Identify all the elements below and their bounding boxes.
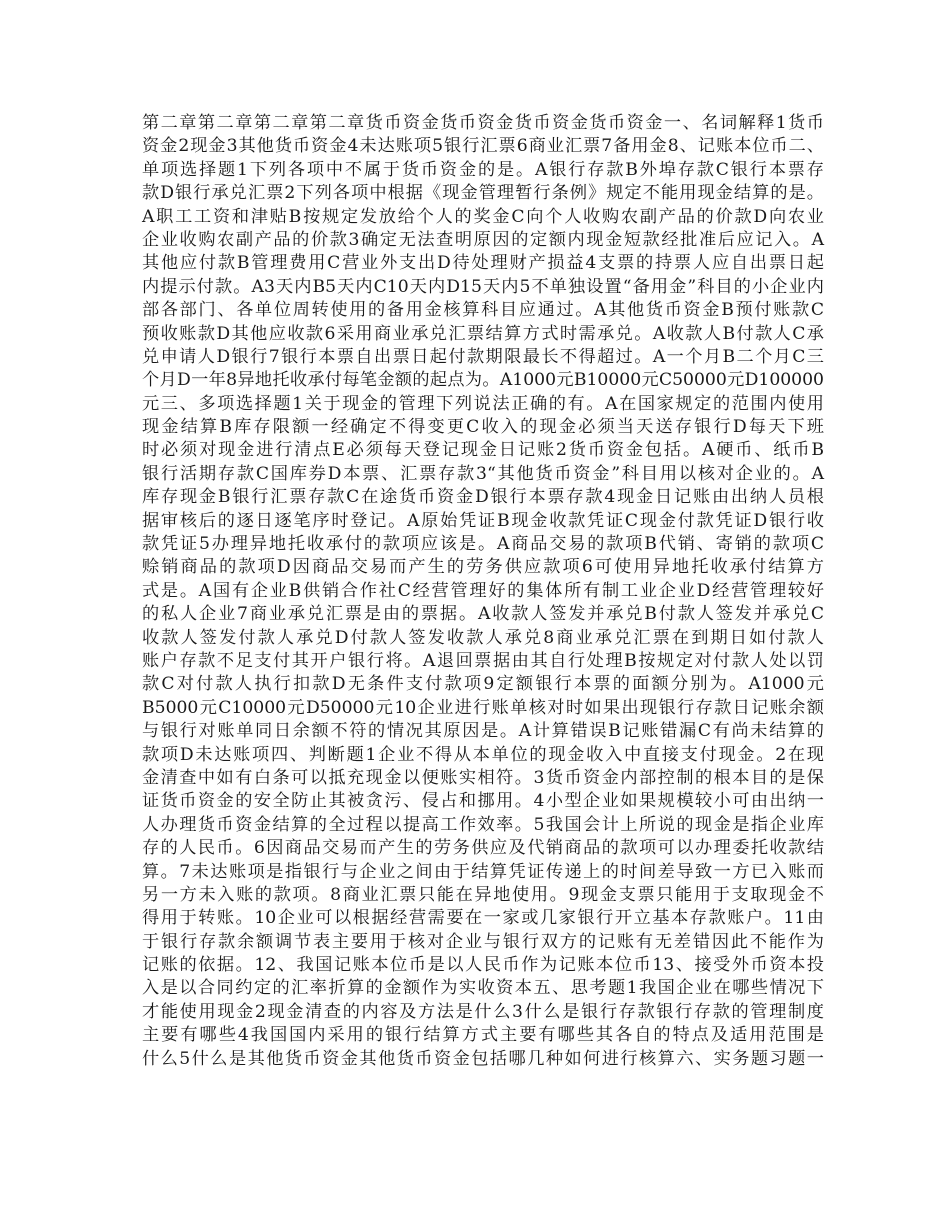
text-line: 另一方未入账的款项。8商业汇票只能在异地使用。9现金支票只能用于支取现金不 [142,884,824,905]
text-line: 才能使用现金2现金清查的内容及方法是什么3什么是银行存款银行存款的管理制度 [142,1001,824,1022]
text-line: 于银行存款余额调节表主要用于核对企业与银行双方的记账有无差错因此不能作为 [142,931,824,952]
text-line: 账户存款不足支付其开户银行将。A退回票据由其自行处理B按规定对付款人处以罚 [142,650,824,671]
text-line: 银行活期存款C国库券D本票、汇票存款3“其他货币资金”科目用以核对企业的。A [142,463,824,484]
text-line: 据审核后的逐日逐笔序时登记。A原始凭证B现金收款凭证C现金付款凭证D银行收 [142,510,824,531]
text-line: 式是。A国有企业B供销合作社C经营管理好的集体所有制工业企业D经营管理较好 [142,580,824,601]
text-line: 现金结算B库存限额一经确定不得变更C收入的现金必须当天送存银行D每天下班 [142,417,824,438]
text-line: 收款人签发付款人承兑D付款人签发收款人承兑8商业承兑汇票在到期日如付款人 [142,627,824,648]
text-line: 得用于转账。10企业可以根据经营需要在一家或几家银行开立基本存款账户。11由 [142,908,824,929]
text-line: 个月D一年8异地托收承付每笔金额的起点为。A1000元B10000元C50000元D100000 [142,370,824,391]
text-line: A职工工资和津贴B按规定发放给个人的奖金C向个人收购农副产品的价款D向农业 [142,206,824,227]
text-line: 兑申请人D银行7银行本票自出票日起付款期限最长不得超过。A一个月B二个月C三 [142,346,824,367]
text-line: B5000元C10000元D50000元10企业进行账单核对时如果出现银行存款日记账余额 [142,697,824,718]
text-line: 内提示付款。A3天内B5天内C10天内D15天内5不单独设置“备用金”科目的小企业内 [142,276,824,297]
text-line: 赊销商品的款项D因商品交易而产生的劳务供应款项6可使用异地托收承付结算方 [142,557,824,578]
text-line: 记账的依据。12、我国记账本位币是以人民币作为记账本位币13、接受外币资本投 [142,955,824,976]
text-line: 企业收购农副产品的价款3确定无法查明原因的定额内现金短款经批准后应记入。A [142,229,824,250]
text-line: 与银行对账单同日余额不符的情况其原因是。A计算错误B记账错漏C有尚未结算的 [142,721,824,742]
text-line: 入是以合同约定的汇率折算的金额作为实收资本五、思考题1我国企业在哪些情况下 [142,978,824,999]
text-line: 款凭证5办理异地托收承付的款项应该是。A商品交易的款项B代销、寄销的款项C [142,534,824,555]
text-line: 存的人民币。6因商品交易而产生的劳务供应及代销商品的款项可以办理委托收款结 [142,838,824,859]
document-body-text [142,112,824,1071]
text-line: 部各部门、各单位周转使用的备用金核算科目应通过。A其他货币资金B预付账款C [142,300,824,321]
text-line: 元三、多项选择题1关于现金的管理下列说法正确的有。A在国家规定的范围内使用 [142,393,824,414]
text-line: 的私人企业7商业承兑汇票是由的票据。A收款人签发并承兑B付款人签发并承兑C [142,604,824,625]
text-line: 款项D未达账项四、判断题1企业不得从本单位的现金收入中直接支付现金。2在现 [142,744,824,765]
text-line: 金清查中如有白条可以抵充现金以便账实相符。3货币资金内部控制的根本目的是保 [142,767,824,788]
text-line: 其他应付款B管理费用C营业外支出D待处理财产损益4支票的持票人应自出票日起 [142,253,824,274]
text-line: 算。7未达账项是指银行与企业之间由于结算凭证传递上的时间差导致一方已入账而 [142,861,824,882]
text-line: 库存现金B银行汇票存款C在途货币资金D银行本票存款4现金日记账由出纳人员根 [142,487,824,508]
text-line: 款C对付款人执行扣款D无条件支付款项9定额银行本票的面额分别为。A1000元 [142,674,824,695]
text-line: 主要有哪些4我国国内采用的银行结算方式主要有哪些其各自的特点及适用范围是 [142,1025,824,1046]
text-line: 单项选择题1下列各项中不属于货币资金的是。A银行存款B外埠存款C银行本票存 [142,159,824,180]
text-line: 什么5什么是其他货币资金其他货币资金包括哪几种如何进行核算六、实务题习题一 [142,1048,824,1069]
text-line: 款D银行承兑汇票2下列各项中根据《现金管理暂行条例》规定不能用现金结算的是。 [142,183,824,204]
text-line: 时必须对现金进行清点E必须每天登记现金日记账2货币资金包括。A硬币、纸币B [142,440,824,461]
text-line: 人办理货币资金结算的全过程以提高工作效率。5我国会计上所说的现金是指企业库 [142,814,824,835]
text-line: 第二章第二章第二章第二章货币资金货币资金货币资金货币资金一、名词解释1货币 [142,113,824,133]
text-line: 资金2现金3其他货币资金4未达账项5银行汇票6商业汇票7备用金8、记账本位币二、 [142,136,824,157]
text-line: 证货币资金的安全防止其被贪污、侵占和挪用。4小型企业如果规模较小可由出纳一 [142,791,824,812]
text-line: 预收账款D其他应收款6采用商业承兑汇票结算方式时需承兑。A收款人B付款人C承 [142,323,824,344]
